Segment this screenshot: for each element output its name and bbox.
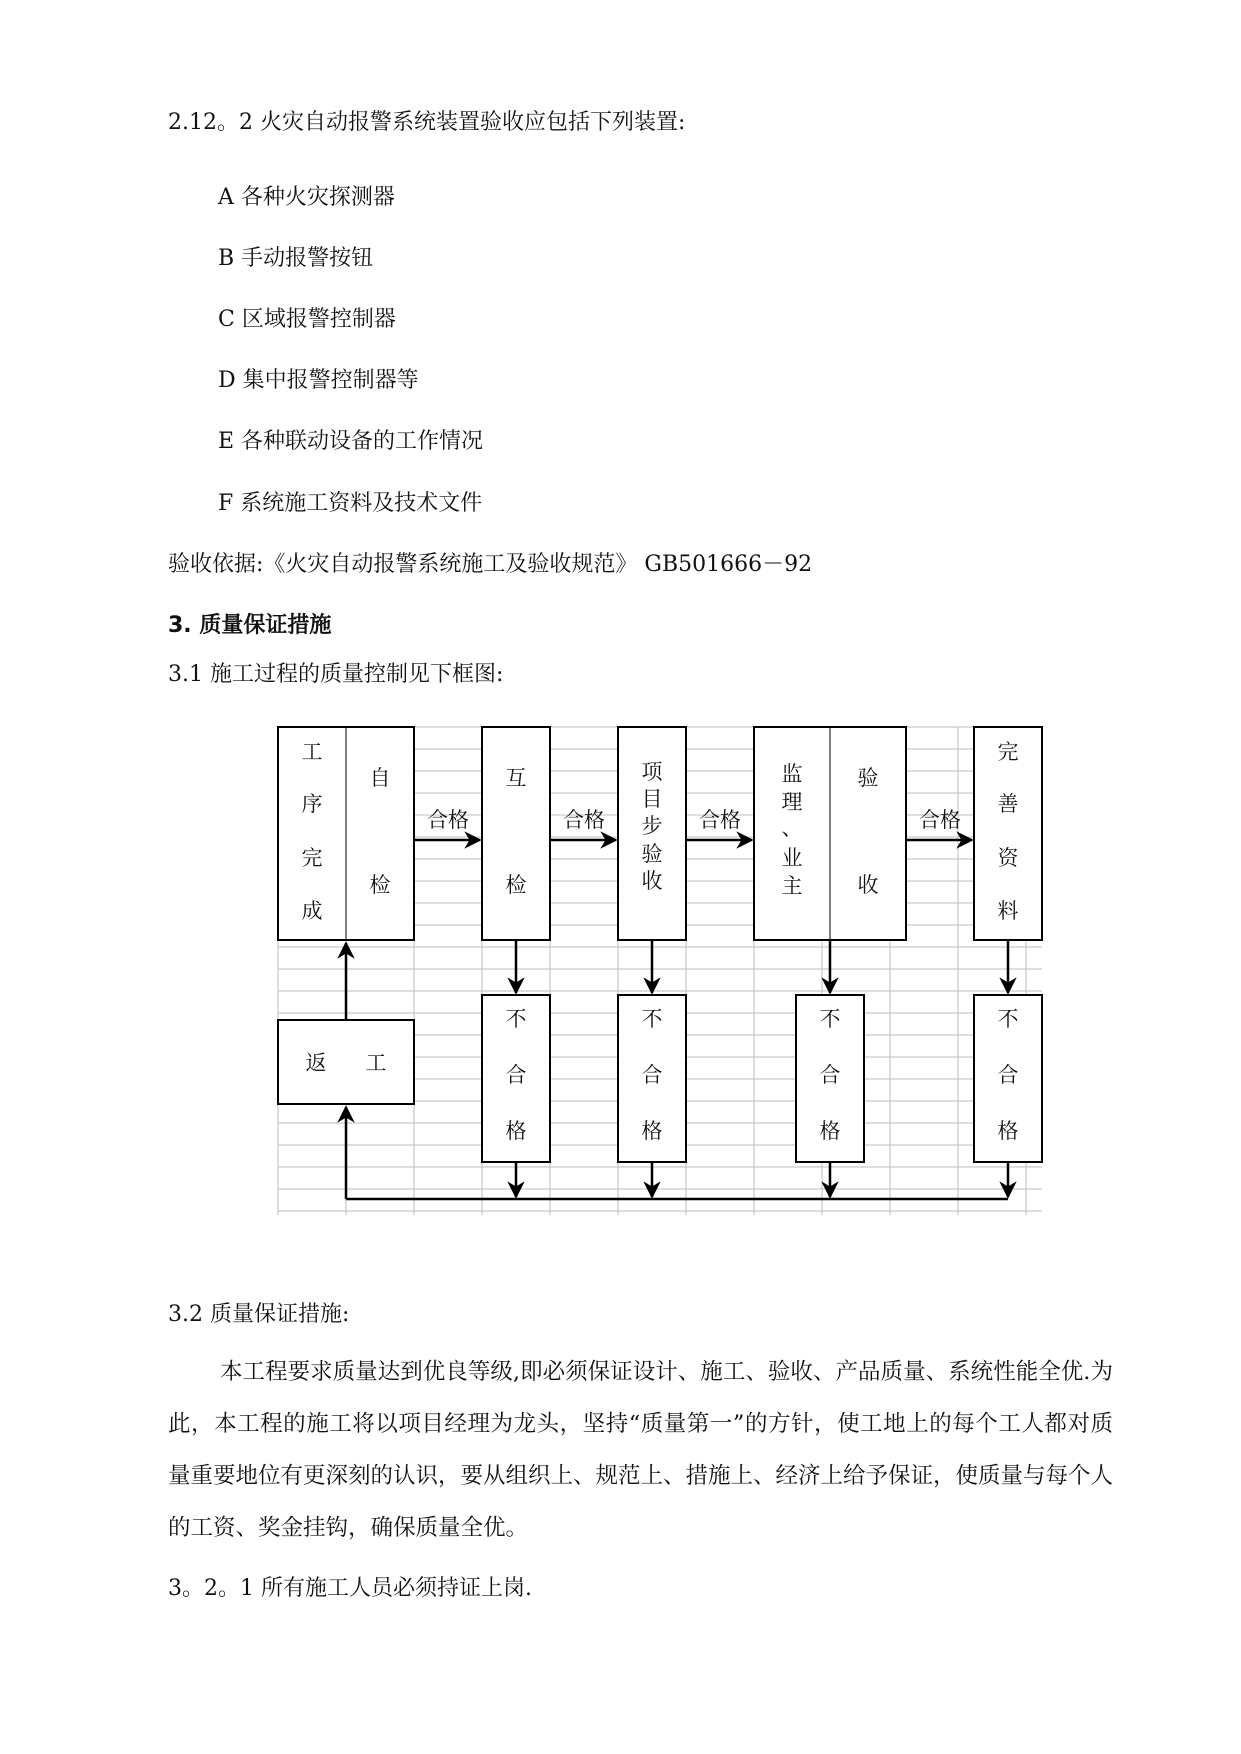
pass-label: 合格	[699, 808, 741, 832]
box3-char: 项	[641, 760, 663, 784]
fail-char: 合	[641, 1063, 663, 1087]
section-title-3: 3. 质量保证措施	[168, 613, 332, 638]
section-heading-2-12-2: 2.12。2 火灾自动报警系统装置验收应包括下列装置:	[168, 110, 686, 135]
box4-char: 理	[781, 790, 803, 814]
box3-char: 验	[641, 842, 663, 866]
fail-char: 合	[505, 1063, 527, 1087]
box-fail-3	[796, 995, 864, 1162]
list-item: F 系统施工资料及技术文件	[218, 491, 483, 516]
pass-label: 合格	[919, 808, 961, 832]
fail-char: 格	[641, 1119, 663, 1143]
box4-char: 监	[781, 762, 803, 786]
list-item: B 手动报警按钮	[218, 246, 374, 271]
box-project-step-acceptance	[618, 727, 686, 940]
box3-char: 步	[641, 814, 663, 838]
box4-char: 、	[781, 816, 803, 840]
box-fail-2	[618, 995, 686, 1162]
box4-char: 验	[857, 766, 879, 790]
box4-char: 收	[857, 873, 879, 897]
fail-char: 格	[505, 1119, 527, 1143]
box-supervisor-owner-acceptance	[754, 727, 906, 940]
box-fail-1	[482, 995, 550, 1162]
box5-char: 完	[997, 740, 1019, 764]
paragraph: 本工程要求质量达到优良等级,即必须保证设计、施工、验收、产品质量、系统性能全优.为此，本工程的施工将以项目经理为龙头，坚持“质量第一”的方针，使工地上的每个工人都对质量重要地位有更深刻的认识，要从组织上、规范上、措施上、经济上给予保证，使质量与每个人的工资、奖金挂钩，确保质量全优。	[168, 1359, 1114, 1541]
box-process-complete-self-check	[278, 727, 414, 940]
fail-char: 不	[505, 1007, 527, 1031]
quality-control-flowchart	[270, 715, 1050, 1235]
fail-char: 格	[997, 1119, 1019, 1143]
box-fail-4	[974, 995, 1042, 1162]
box1-char: 工	[301, 740, 323, 764]
box1-char: 检	[369, 873, 391, 897]
box5-char: 资	[997, 846, 1019, 870]
fail-char: 合	[819, 1063, 841, 1087]
box1-char: 完	[301, 846, 323, 870]
box1-char: 自	[369, 766, 391, 790]
box2-char: 检	[505, 873, 527, 897]
box5-char: 善	[997, 792, 1019, 816]
acceptance-basis: 验收依据:《火灾自动报警系统施工及验收规范》 GB501666－92	[168, 552, 813, 577]
box-mutual-check	[482, 727, 550, 940]
box4-char: 主	[781, 874, 803, 898]
subsection-3-1: 3.1 施工过程的质量控制见下框图:	[168, 662, 504, 687]
box3-char: 收	[641, 869, 663, 893]
pass-label: 合格	[563, 808, 605, 832]
box3-char: 目	[641, 787, 663, 811]
fail-char: 不	[641, 1007, 663, 1031]
list-item: E 各种联动设备的工作情况	[218, 429, 484, 454]
box-rework	[278, 1020, 414, 1104]
fail-char: 不	[997, 1007, 1019, 1031]
box4-char: 业	[781, 846, 803, 870]
fail-char: 合	[997, 1063, 1019, 1087]
fail-char: 不	[819, 1007, 841, 1031]
box5-char: 料	[997, 899, 1019, 923]
list-item: D 集中报警控制器等	[218, 368, 419, 393]
list-item: A 各种火灾探测器	[218, 185, 395, 210]
rework-char: 返	[305, 1051, 327, 1075]
subsection-3-2: 3.2 质量保证措施:	[168, 1302, 350, 1327]
box1-char: 成	[301, 899, 323, 923]
box1-char: 序	[301, 792, 323, 816]
box-complete-documents	[974, 727, 1042, 940]
subsection-3-2-1: 3。2。1 所有施工人员必须持证上岗.	[168, 1576, 532, 1601]
pass-label: 合格	[427, 808, 469, 832]
box2-char: 互	[505, 766, 527, 790]
rework-char: 工	[365, 1051, 387, 1075]
fail-char: 格	[819, 1119, 841, 1143]
list-item: C 区域报警控制器	[218, 307, 396, 332]
